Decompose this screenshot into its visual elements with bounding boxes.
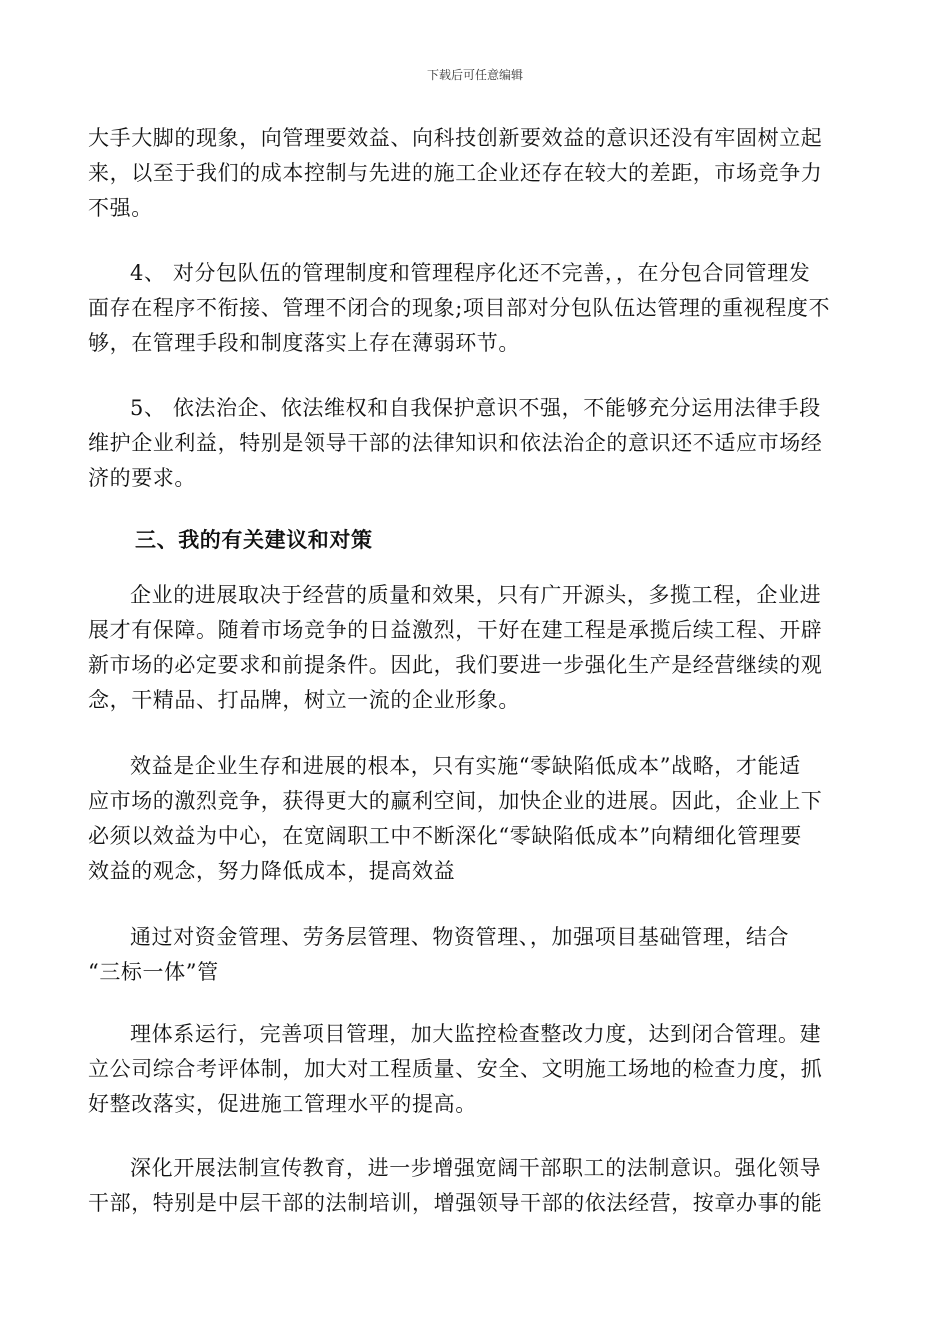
paragraph-system (88, 1017, 868, 1122)
text-line: 面存在程序不衔接、管理不闭合的现象;项目部对分包队伍达管理的重视程度不 (88, 296, 831, 320)
text-line: 应市场的激烈竞争，获得更大的赢利空间，加快企业的进展。因此，企业上下 (88, 789, 823, 813)
paragraph-management (88, 920, 868, 990)
text-line: 4、 对分包队伍的管理制度和管理程序化还不完善，，在分包合同管理发 (130, 261, 811, 285)
text-line: 5、 依法治企、依法维权和自我保护意识不强，不能够充分运用法律手段 (130, 396, 821, 420)
paragraph-item-5 (88, 391, 868, 496)
paragraph-legal (88, 1151, 868, 1221)
text-line: 念，干精品、打品牌，树立一流的企业形象。 (88, 688, 520, 712)
text-line: 理体系运行，完善项目管理，加大监控检查整改力度，达到闭合管理。建 (130, 1022, 822, 1046)
section-heading: 三、我的有关建议和对策 (135, 527, 373, 552)
text-line: 来，以至于我们的成本控制与先进的施工企业还存在较大的差距，市场竞争力 (88, 161, 823, 185)
page-header: 下载后可任意编辑 (426, 68, 523, 82)
text-line: 维护企业利益，特别是领导干部的法律知识和依法治企的意识还不适应市场经 (88, 431, 823, 455)
paragraph-item-4 (88, 256, 868, 361)
paragraph-benefit (88, 749, 868, 889)
text-line: “三标一体”管 (88, 960, 219, 984)
text-line: 企业的进展取决于经营的质量和效果，只有广开源头，多揽工程，企业进 (130, 583, 822, 607)
text-line: 大手大脚的现象，向管理要效益、向科技创新要效益的意识还没有牢固树立起 (88, 126, 823, 150)
text-line: 立公司综合考评体制，加大对工程质量、安全、文明施工场地的检查力度，抓 (88, 1057, 823, 1081)
text-line: 深化开展法制宣传教育，进一步增强宽阔干部职工的法制意识。强化领导 (130, 1156, 822, 1180)
text-line: 新市场的必定要求和前提条件。因此，我们要进一步强化生产是经营继续的观 (88, 653, 823, 677)
text-line: 干部，特别是中层干部的法制培训，增强领导干部的依法经营，按章办事的能 (88, 1191, 823, 1215)
text-line: 不强。 (88, 196, 153, 220)
paragraph-development (88, 578, 868, 718)
text-line: 通过对资金管理、劳务层管理、物资管理、，加强项目基础管理，结合 (130, 925, 790, 949)
text-line: 必须以效益为中心，在宽阔职工中不断深化“零缺陷低成本”向精细化管理要 (88, 824, 802, 848)
text-line: 展才有保障。随着市场竞争的日益激烈，干好在建工程是承揽后续工程、开辟 (88, 618, 823, 642)
text-line: 济的要求。 (88, 466, 196, 490)
text-line: 好整改落实，促进施工管理水平的提高。 (88, 1092, 477, 1116)
text-line: 效益的观念，努力降低成本，提高效益 (88, 859, 456, 883)
text-line: 效益是企业生存和进展的根本，只有实施“零缺陷低成本”战略，才能适 (130, 754, 801, 778)
paragraph-continuation (88, 121, 868, 226)
text-line: 够，在管理手段和制度落实上存在薄弱环节。 (88, 331, 520, 355)
